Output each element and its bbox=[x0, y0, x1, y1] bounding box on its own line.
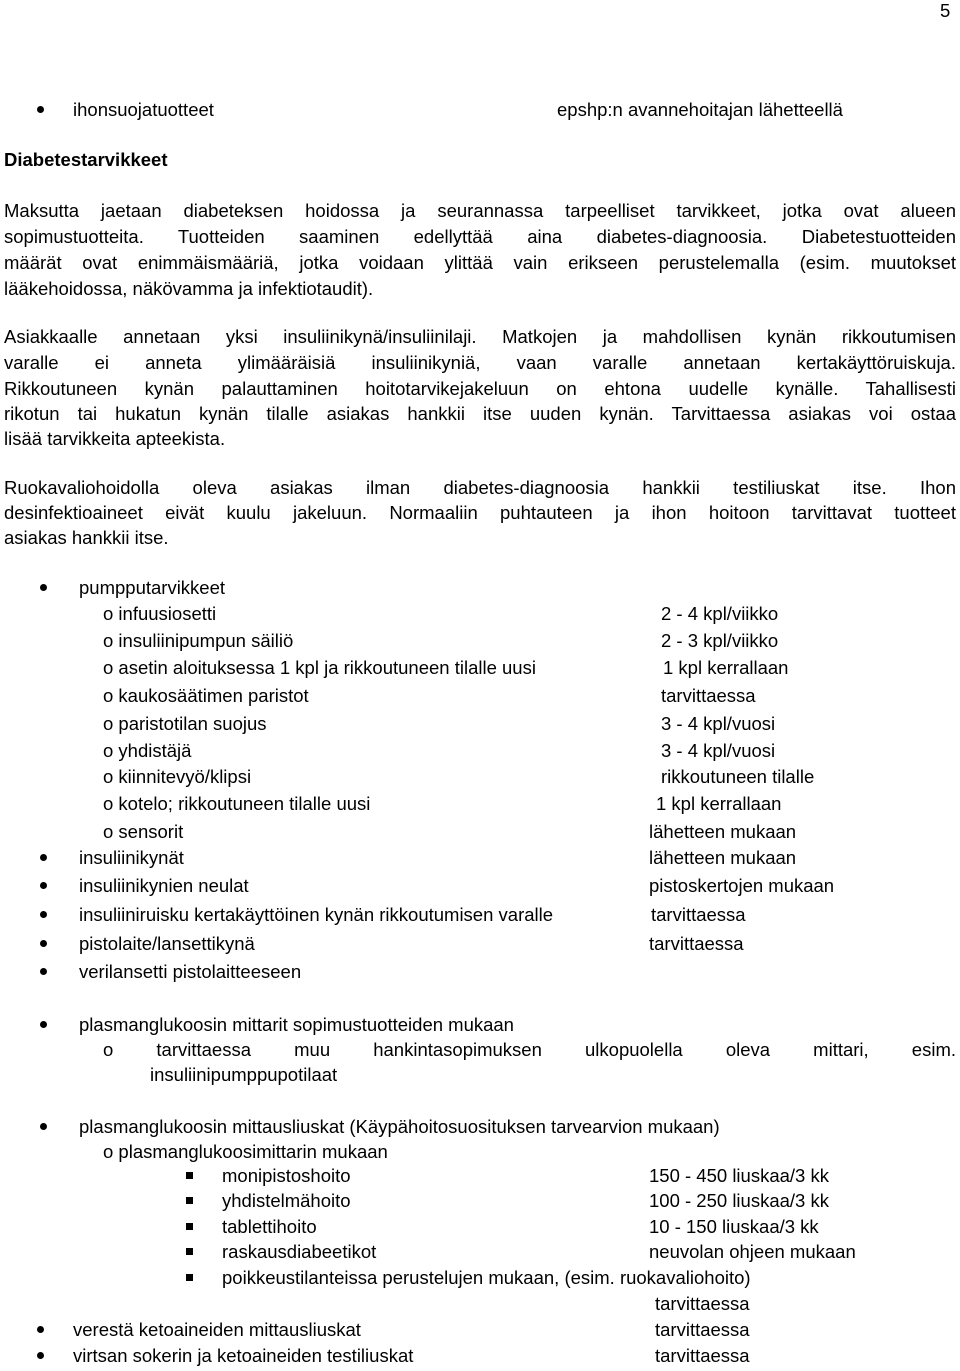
strips-item-value: 10 - 150 liuskaa/3 kk bbox=[649, 1216, 819, 1237]
meters-subitem: o tarvittaessa muu hankintasopimuksen ulkopuolella oleva mittari, esim. bbox=[103, 1039, 956, 1060]
pump-subitem-label: o asetin aloituksessa 1 kpl ja rikkoutuneen tilalle uusi bbox=[103, 657, 536, 678]
square-bullet-icon bbox=[186, 1172, 193, 1179]
supply-value: tarvittaessa bbox=[655, 1345, 750, 1366]
paragraph-line: Rikkoutuneen kynän palauttaminen hoitotarvikejakeluun on ehtona uudelle kynälle. Tahallisesti bbox=[4, 378, 956, 399]
pump-subitem-value: 3 - 4 kpl/vuosi bbox=[661, 713, 776, 734]
supply-value: tarvittaessa bbox=[649, 933, 744, 954]
bullet-icon bbox=[40, 584, 47, 591]
supply-value: tarvittaessa bbox=[651, 904, 746, 925]
bullet-icon bbox=[37, 1326, 44, 1333]
pump-subitem-label: o kotelo; rikkoutuneen tilalle uusi bbox=[103, 793, 371, 814]
paragraph-line: määrät ovat enimmäismääriä, jotka voidaan ylittää vain erikseen perustelemalla (esim. muutokset bbox=[4, 252, 956, 273]
pump-subitem-label: o paristotilan suojus bbox=[103, 713, 267, 734]
bullet-icon bbox=[40, 854, 47, 861]
pump-subitem-value: 3 - 4 kpl/vuosi bbox=[661, 740, 776, 761]
supply-label: verilansetti pistolaitteeseen bbox=[79, 961, 302, 982]
paragraph-line: sopimustuotteita. Tuotteiden saaminen edellyttää aina diabetes-diagnoosia. Diabetestuotteiden bbox=[4, 226, 956, 247]
strips-item-label: poikkeustilanteissa perustelujen mukaan, (esim. ruokavaliohoito) bbox=[222, 1267, 751, 1288]
pump-subitem-label: o insuliinipumpun säiliö bbox=[103, 630, 294, 651]
square-bullet-icon bbox=[186, 1197, 193, 1204]
pump-subitem-label: o yhdistäjä bbox=[103, 740, 192, 761]
item-label: ihonsuojatuotteet bbox=[73, 99, 214, 120]
bullet-icon bbox=[40, 882, 47, 889]
pump-subitem-value: lähetteen mukaan bbox=[649, 821, 797, 842]
pump-subitem-value: 2 - 3 kpl/viikko bbox=[661, 630, 779, 651]
bullet-icon bbox=[37, 106, 44, 113]
pump-subitem-label: o sensorit bbox=[103, 821, 184, 842]
bullet-icon bbox=[40, 968, 47, 975]
paragraph-line: Asiakkaalle annetaan yksi insuliinikynä/insuliinilaji. Matkojen ja mahdollisen kynän rikkoutumisen bbox=[4, 326, 956, 347]
supply-label: insuliinikynien neulat bbox=[79, 875, 249, 896]
pump-subitem-value: rikkoutuneen tilalle bbox=[661, 766, 815, 787]
supply-label: virtsan sokerin ja ketoaineiden testiliuskat bbox=[73, 1345, 414, 1366]
meters-subitem-cont: insuliinipumppupotilaat bbox=[150, 1064, 338, 1085]
paragraph-line: rikotun tai hukatun kynän tilalle asiakas hankkii itse uuden kynän. Tarvittaessa asiakas voi ostaa bbox=[4, 403, 956, 424]
bullet-icon bbox=[40, 911, 47, 918]
pump-subitem-label: o kiinnitevyö/klipsi bbox=[103, 766, 252, 787]
strips-item-value: neuvolan ohjeen mukaan bbox=[649, 1241, 856, 1262]
strips-subitem: o plasmanglukoosimittarin mukaan bbox=[103, 1141, 388, 1162]
bullet-icon bbox=[40, 1123, 47, 1130]
paragraph-line: desinfektioaineet eivät kuulu jakeluun. Normaaliin puhtauteen ja ihon hoitoon tarvittavat tuotteet bbox=[4, 502, 956, 523]
supply-value: tarvittaessa bbox=[655, 1319, 750, 1340]
strips-label: plasmanglukoosin mittausliuskat (Käypähoitosuosituksen tarvearvion mukaan) bbox=[79, 1116, 720, 1137]
page-number: 5 bbox=[940, 0, 951, 21]
paragraph-line: Maksutta jaetaan diabeteksen hoidossa ja seurannassa tarpeelliset tarvikkeet, jotka ovat alueen bbox=[4, 200, 956, 221]
supply-label: verestä ketoaineiden mittausliuskat bbox=[73, 1319, 361, 1340]
strips-item-value: 150 - 450 liuskaa/3 kk bbox=[649, 1165, 829, 1186]
pump-subitem-label: o kaukosäätimen paristot bbox=[103, 685, 309, 706]
square-bullet-icon bbox=[186, 1248, 193, 1255]
bullet-icon bbox=[40, 1021, 47, 1028]
paragraph-line: asiakas hankkii itse. bbox=[4, 527, 169, 548]
pump-subitem-value: tarvittaessa bbox=[661, 685, 756, 706]
strips-item-label: tablettihoito bbox=[222, 1216, 317, 1237]
supply-label: insuliiniruisku kertakäyttöinen kynän rikkoutumisen varalle bbox=[79, 904, 554, 925]
bullet-icon bbox=[40, 940, 47, 947]
section-heading: Diabetestarvikkeet bbox=[4, 149, 168, 170]
strips-item-value: tarvittaessa bbox=[655, 1293, 750, 1314]
paragraph-line: lisää tarvikkeita apteekista. bbox=[4, 428, 226, 449]
supply-value: lähetteen mukaan bbox=[649, 847, 797, 868]
pump-subitem-value: 2 - 4 kpl/viikko bbox=[661, 603, 779, 624]
meters-label: plasmanglukoosin mittarit sopimustuotteiden mukaan bbox=[79, 1014, 514, 1035]
supply-label: pistolaite/lansettikynä bbox=[79, 933, 255, 954]
paragraph-line: Ruokavaliohoidolla oleva asiakas ilman diabetes-diagnoosia hankkii testiliuskat itse. Ihon bbox=[4, 477, 956, 498]
pump-subitem-label: o infuusiosetti bbox=[103, 603, 217, 624]
item-value: epshp:n avannehoitajan lähetteellä bbox=[557, 99, 843, 120]
strips-item-value: 100 - 250 liuskaa/3 kk bbox=[649, 1190, 829, 1211]
strips-item-label: monipistoshoito bbox=[222, 1165, 351, 1186]
pump-subitem-value: 1 kpl kerrallaan bbox=[663, 657, 789, 678]
paragraph-line: lääkehoidossa, näkövamma ja infektiotaudit). bbox=[4, 278, 374, 299]
strips-item-label: yhdistelmähoito bbox=[222, 1190, 351, 1211]
pump-label: pumpputarvikkeet bbox=[79, 577, 226, 598]
square-bullet-icon bbox=[186, 1274, 193, 1281]
bullet-icon bbox=[37, 1352, 44, 1359]
pump-subitem-value: 1 kpl kerrallaan bbox=[656, 793, 782, 814]
supply-label: insuliinikynät bbox=[79, 847, 184, 868]
strips-item-label: raskausdiabeetikot bbox=[222, 1241, 377, 1262]
square-bullet-icon bbox=[186, 1223, 193, 1230]
supply-value: pistoskertojen mukaan bbox=[649, 875, 835, 896]
paragraph-line: varalle ei anneta ylimääräisiä insuliinikyniä, vaan varalle annetaan kertakäyttöruiskuja. bbox=[4, 352, 956, 373]
